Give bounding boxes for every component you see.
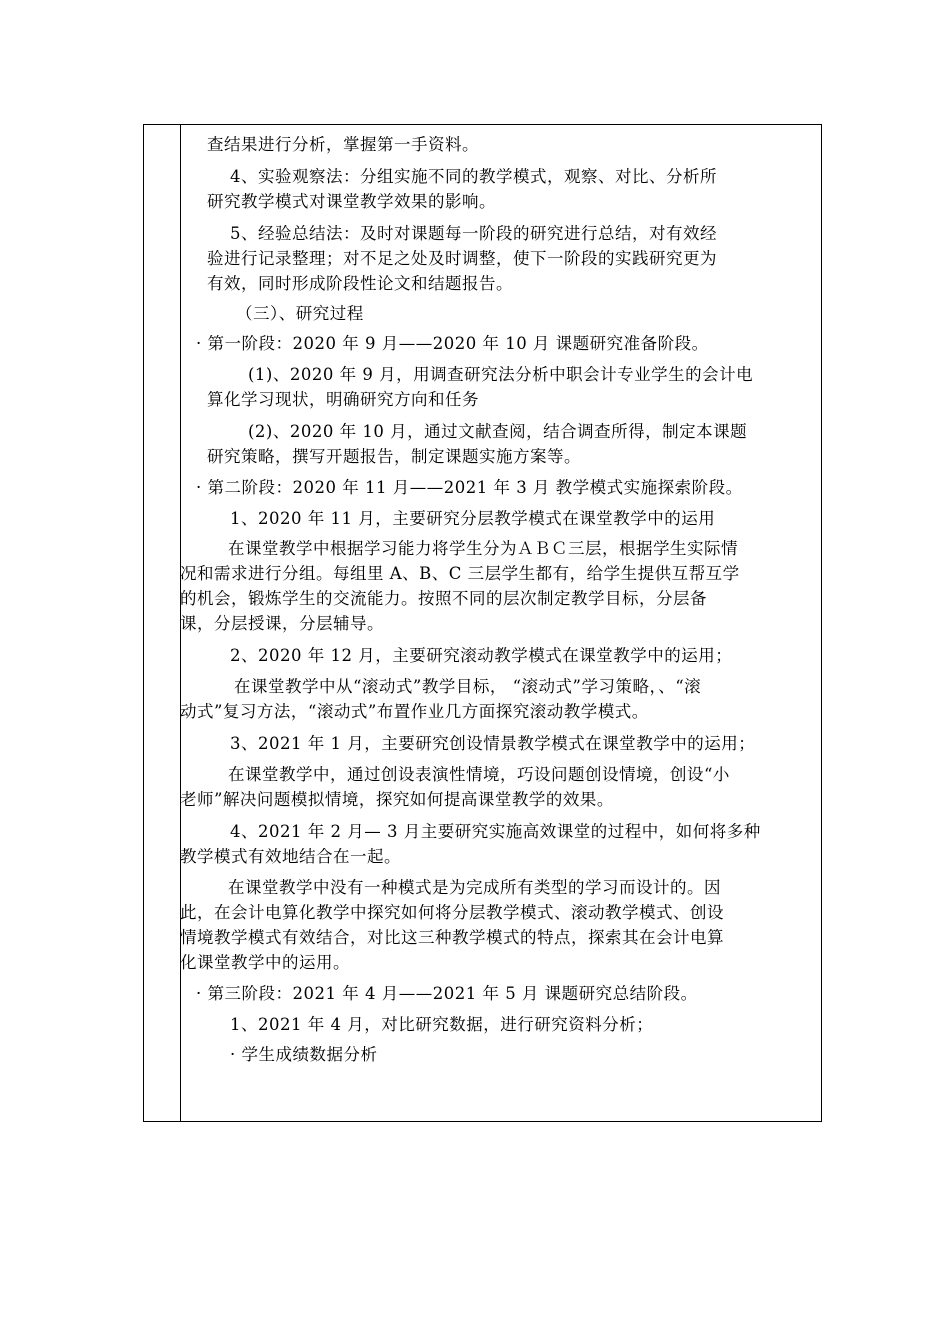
text-line: 在课堂教学中根据学习能力将学生分为ＡＢＣ三层，根据学生实际情 — [228, 539, 738, 558]
text-line: (1)、2020 年 9 月，用调查研究法分析中职会计专业学生的会计电 — [248, 365, 754, 384]
text-line: 在课堂教学中从“滚动式”教学目标， “滚动式”学习策略，、“滚 — [234, 677, 702, 696]
text-line: 教学模式有效地结合在一起。 — [180, 847, 401, 866]
text-line: 有效，同时形成阶段性论文和结题报告。 — [207, 274, 513, 293]
stage-heading: · 第二阶段：2020 年 11 月——2021 年 3 月 教学模式实施探索阶段。 — [196, 478, 743, 497]
section-heading: （三）、研究过程 — [236, 304, 364, 323]
text-line: 研究策略，撰写开题报告，制定课题实施方案等。 — [207, 447, 581, 466]
text-line: · 学生成绩数据分析 — [230, 1045, 378, 1064]
text-line: 在课堂教学中没有一种模式是为完成所有类型的学习而设计的。因 — [228, 878, 721, 897]
text-line: 况和需求进行分组。每组里 A、B、C 三层学生都有，给学生提供互帮互学 — [180, 564, 740, 583]
stage-heading: · 第三阶段：2021 年 4 月——2021 年 5 月 课题研究总结阶段。 — [196, 984, 698, 1003]
text-line: 化课堂教学中的运用。 — [180, 953, 350, 972]
text-line: 4、2021 年 2 月— 3 月主要研究实施高效课堂的过程中，如何将多种 — [230, 822, 761, 841]
text-line: (2)、2020 年 10 月，通过文献查阅，结合调查所得，制定本课题 — [248, 422, 748, 441]
stage-heading: · 第一阶段：2020 年 9 月——2020 年 10 月 课题研究准备阶段。 — [196, 334, 709, 353]
text-line: 1、2020 年 11 月，主要研究分层教学模式在课堂教学中的运用 — [230, 509, 716, 528]
text-line: 在课堂教学中，通过创设表演性情境，巧设问题创设情境，创设“小 — [228, 765, 730, 784]
text-line: 算化学习现状，明确研究方向和任务 — [207, 390, 479, 409]
text-line: 4、实验观察法：分组实施不同的教学模式，观察、对比、分析所 — [230, 167, 717, 186]
text-line: 查结果进行分析，掌握第一手资料。 — [207, 135, 479, 154]
text-line: 动式”复习方法，“滚动式”布置作业几方面探究滚动教学模式。 — [180, 702, 649, 721]
text-line: 的机会，锻炼学生的交流能力。按照不同的层次制定教学目标，分层备 — [180, 589, 707, 608]
text-line: 情境教学模式有效结合，对比这三种教学模式的特点，探索其在会计电算 — [180, 928, 724, 947]
text-line: 3、2021 年 1 月，主要研究创设情景教学模式在课堂教学中的运用； — [230, 734, 756, 753]
text-line: 课，分层授课，分层辅导。 — [180, 614, 384, 633]
text-line: 1、2021 年 4 月，对比研究数据，进行研究资料分析； — [230, 1015, 654, 1034]
text-line: 验进行记录整理；对不足之处及时调整，使下一阶段的实践研究更为 — [207, 249, 717, 268]
text-line: 5、经验总结法：及时对课题每一阶段的研究进行总结，对有效经 — [230, 224, 717, 243]
text-line: 2、2020 年 12 月，主要研究滚动教学模式在课堂教学中的运用； — [230, 646, 733, 665]
text-line: 此，在会计电算化教学中探究如何将分层教学模式、滚动教学模式、创设 — [180, 903, 724, 922]
text-line: 研究教学模式对课堂教学效果的影响。 — [207, 192, 496, 211]
text-line: 老师”解决问题模拟情境，探究如何提高课堂教学的效果。 — [180, 790, 614, 809]
